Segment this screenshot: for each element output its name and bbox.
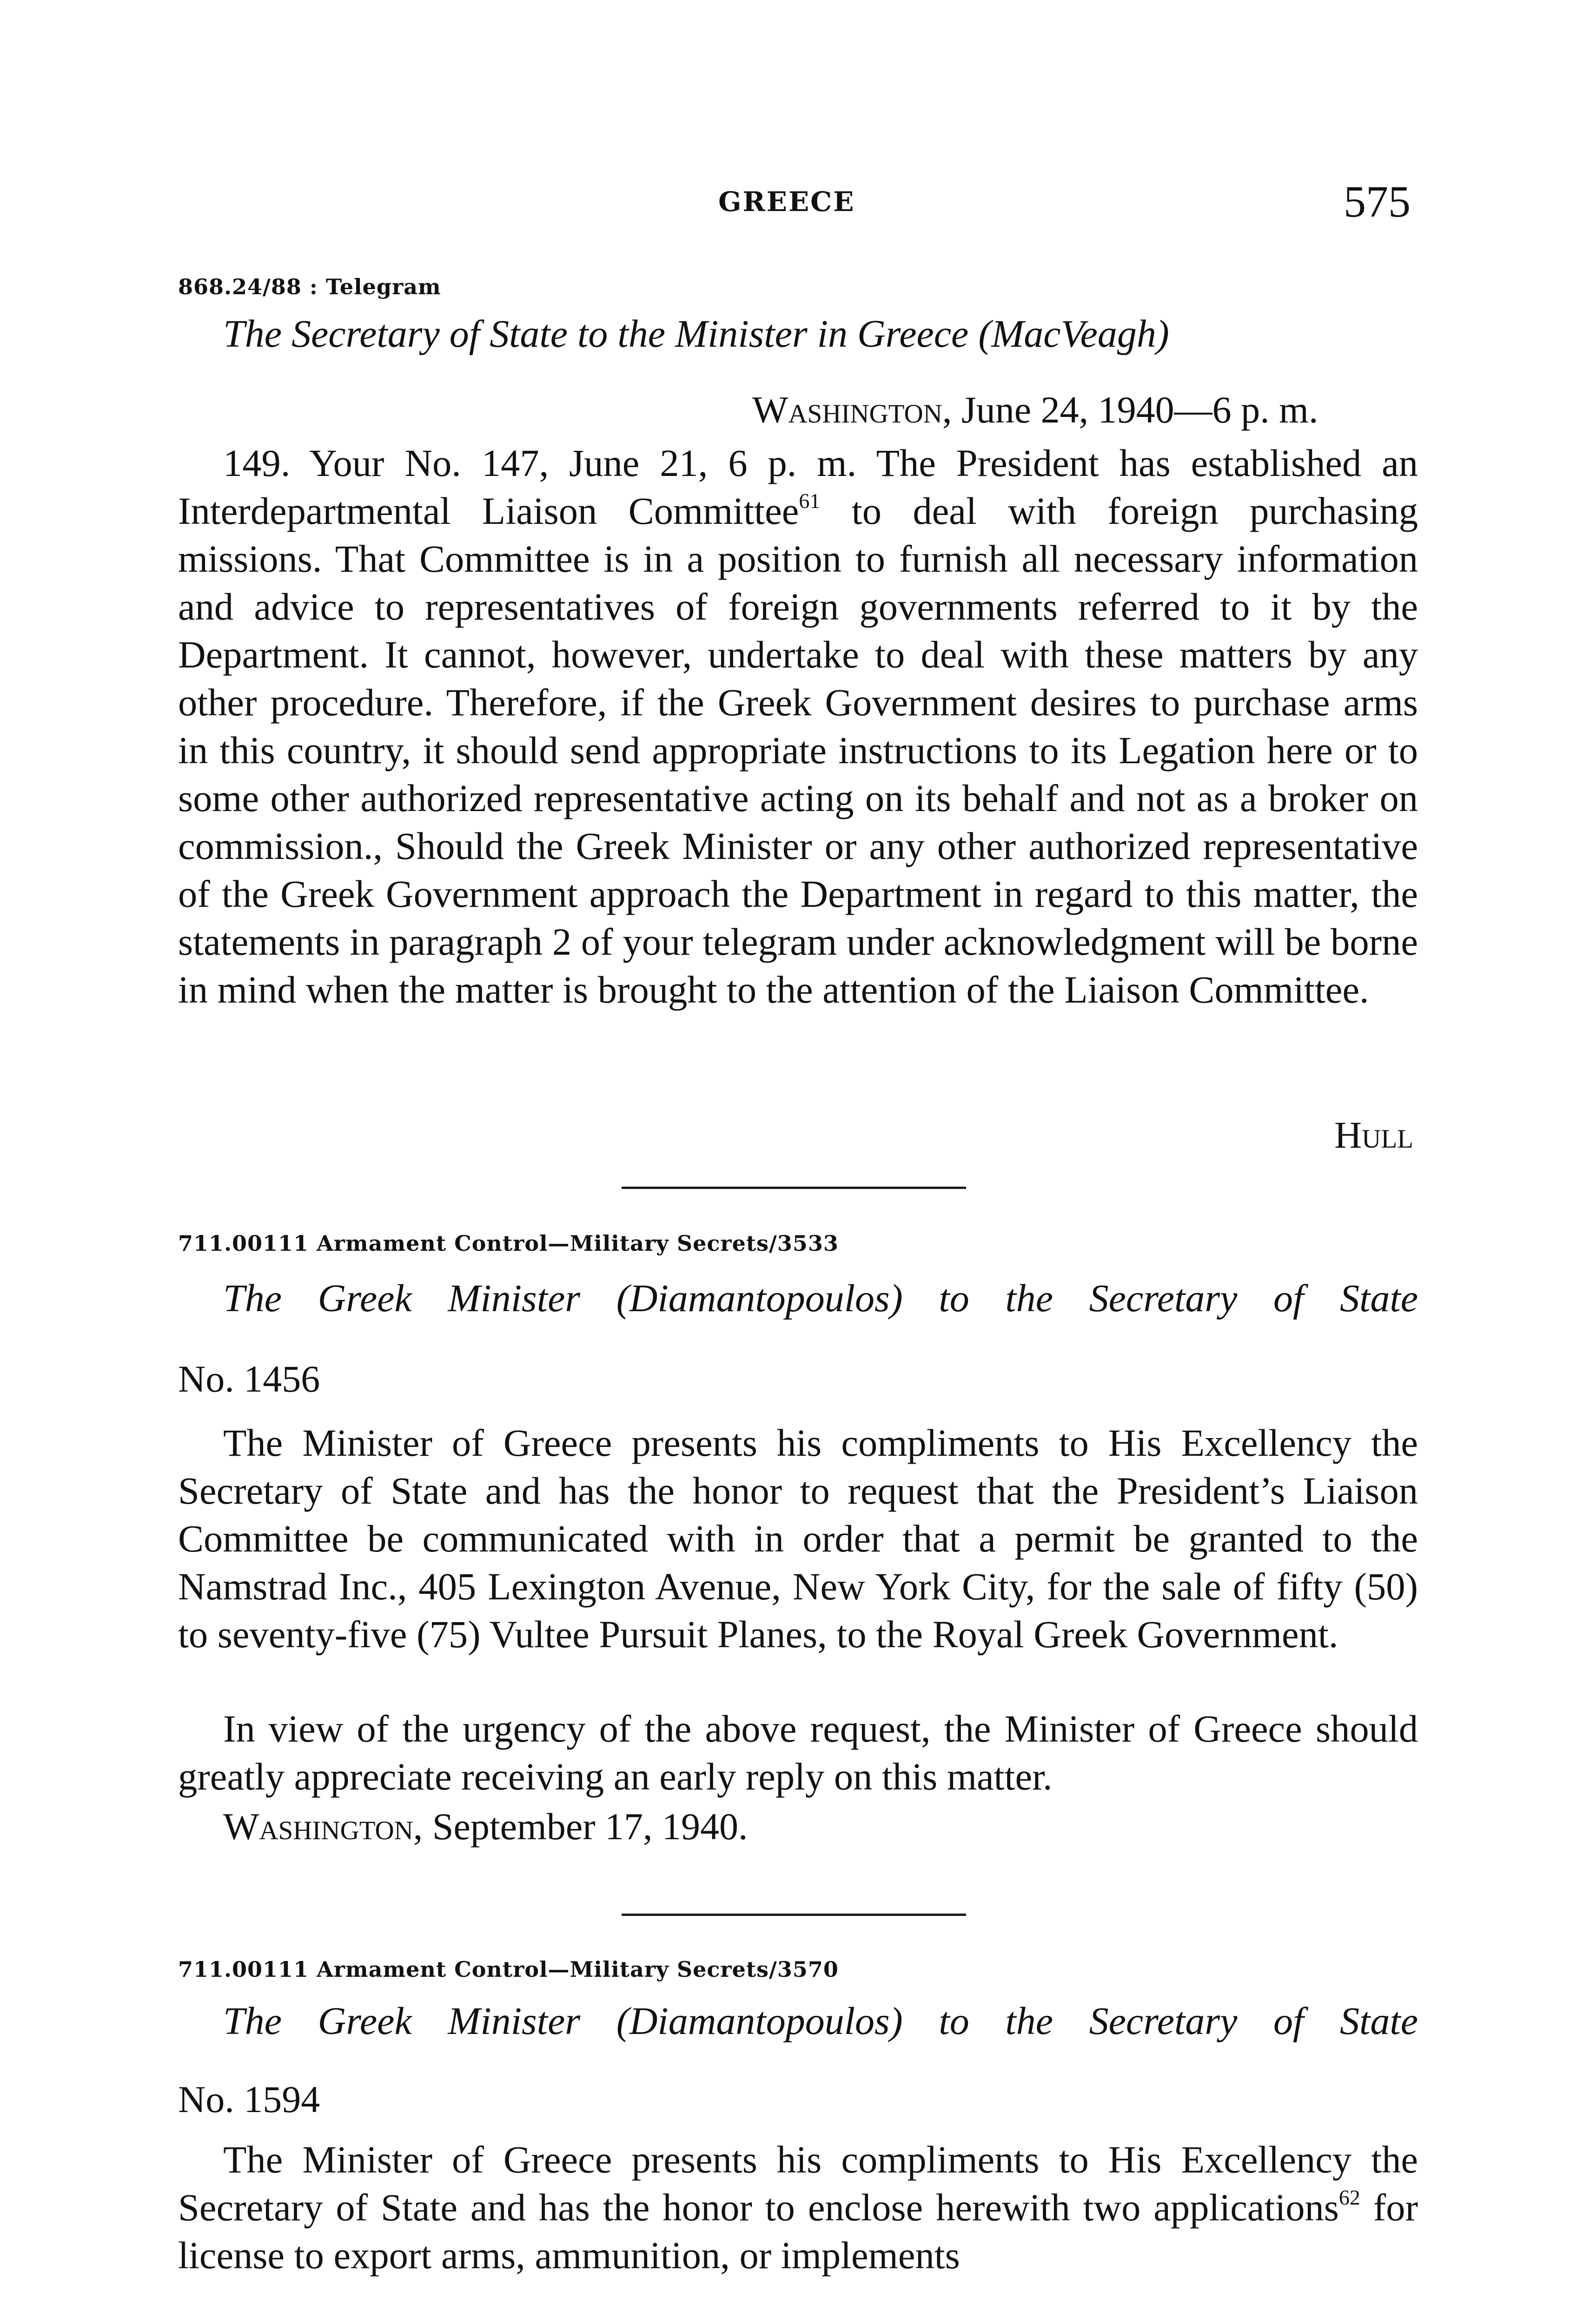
closing-dateline: Washington, September 17, 1940.: [223, 1805, 748, 1848]
dateline-date: , June 24, 1940—6 p. m.: [942, 389, 1318, 431]
signature: Hull: [1334, 1114, 1413, 1156]
dateline: [752, 388, 1318, 432]
dateline-place: Washington: [752, 389, 942, 431]
page-number: 575: [1344, 177, 1411, 226]
section-divider: [622, 1187, 966, 1189]
note-paragraph: The Minister of Greece presents his compliments to His Excellency the Secretary of State and has the honor to request that the President’s Liaison Committee be communicated with in order that a permit be granted to the Namstrad Inc., 405 Lexington Avenue, New York City, for the sale of fifty (50) to seventy-five (75) Vultee Pursuit Planes, to the Royal Greek Government.: [178, 1421, 1418, 1656]
telegram-body: 149. Your No. 147, June 21, 6 p. m. The President has established an Interdepartmental Liaison Committee$^{61}$ to deal with foreign purchasing missions. That Committee is in a position to furnish all necessary information and advice to representatives of foreign governments referred to it by the Department. It cannot, however, undertake to deal with these matters by any other procedure. Therefore, if the Greek Government desires to purchase arms in this country, it should send appropriate instructions to its Legation here or to some other authorized representative acting on its behalf and not as a broker on commission., Should the Greek Minister or any other authorized representative of the Greek Government approach the Department in regard to this matter, the statements in paragraph 2 of your telegram under acknowledgment will be borne in mind when the matter is brought to the attention of the Liaison Committee.: [178, 442, 1418, 1011]
document-title: The Greek Minister (Diamantopoulos) to the Secretary of State: [223, 1277, 1418, 1320]
file-reference: 711.00111 Armament Control—Military Secrets/3533: [178, 1231, 839, 1256]
document-number: No. 1594: [178, 2078, 320, 2120]
note-paragraph: The Minister of Greece presents his compliments to His Excellency the Secretary of State and has the honor to enclose herewith two applications$^{62}$ for license to export arms, ammunition, or implements: [178, 2138, 1418, 2277]
footnote-reference[interactable]: 62: [1338, 2185, 1360, 2209]
running-head: GREECE: [718, 186, 855, 218]
section-divider: [622, 1914, 966, 1916]
file-reference: 868.24/88 : Telegram: [178, 274, 441, 299]
document-title: The Secretary of State to the Minister in Greece (MacVeagh): [223, 312, 1169, 356]
file-reference: 711.00111 Armament Control—Military Secrets/3570: [178, 1957, 839, 1982]
document-number: No. 1456: [178, 1358, 320, 1400]
document-title: The Greek Minister (Diamantopoulos) to the Secretary of State: [223, 2000, 1418, 2043]
note-paragraph: In view of the urgency of the above request, the Minister of Greece should greatly appreciate receiving an early reply on this matter.: [178, 1707, 1418, 1798]
footnote-reference[interactable]: 61: [799, 489, 821, 513]
